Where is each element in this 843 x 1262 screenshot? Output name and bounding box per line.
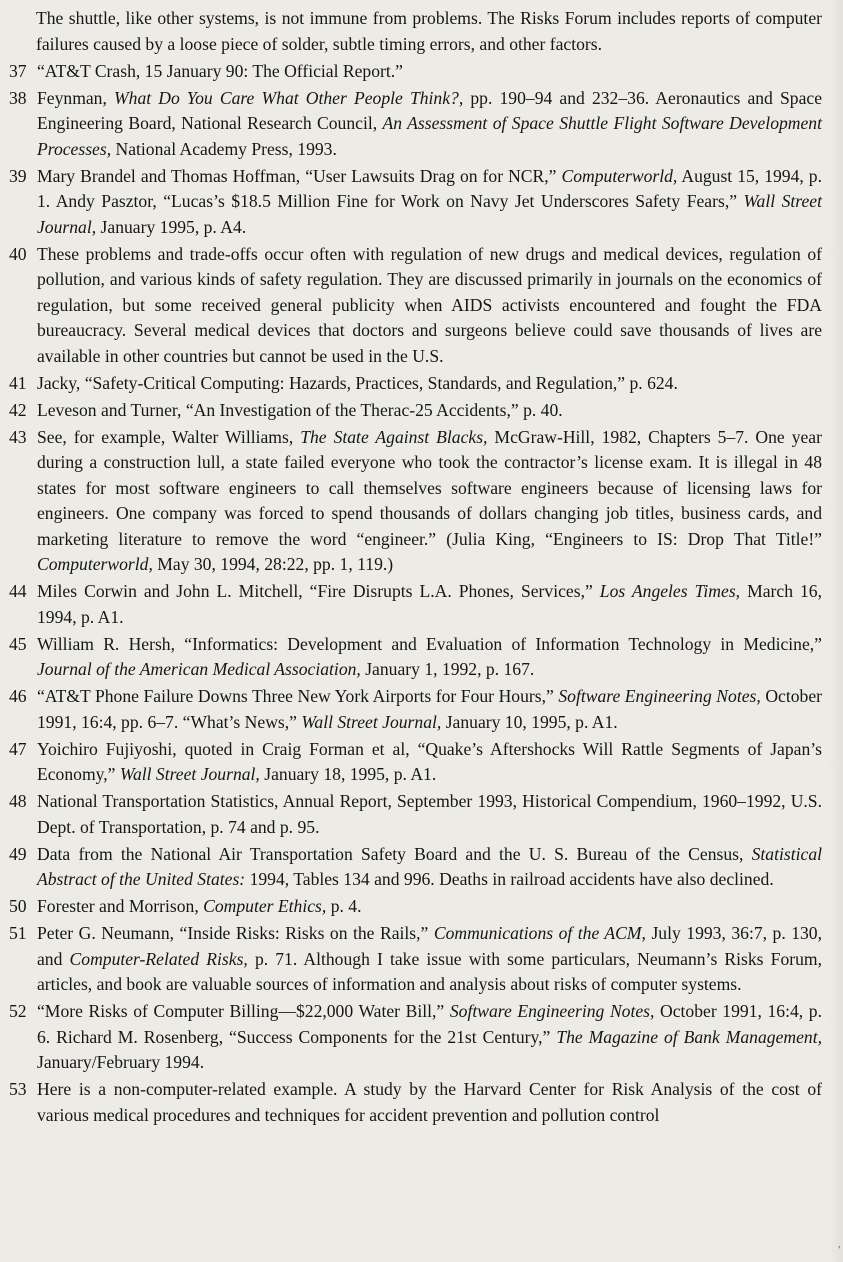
endnote-text [37, 686, 822, 732]
endnote-number: 45 [9, 633, 27, 654]
endnote-number: 43 [9, 426, 27, 447]
endnote-text-segment: Jacky, “Safety-Critical Computing: Hazards, Practices, Standards, and Regulation,” p. 624. [37, 372, 678, 393]
endnote-37 [0, 59, 822, 85]
citation-title: The State Against Blacks, [300, 426, 488, 447]
endnote-38 [0, 86, 822, 163]
endnote-number: 39 [9, 165, 27, 186]
citation-title: Communications of the ACM, [433, 923, 646, 943]
endnote-text-segment: January 18, 1995, p. A1. [259, 764, 437, 784]
endnote-39 [0, 164, 822, 241]
endnote-text [37, 61, 403, 81]
endnote-text-segment: “AT&T Phone Failure Downs Three New York Airports for Four Hours,” [37, 686, 559, 706]
endnote-text [37, 896, 361, 916]
endnote-text-segment: p. 4. [326, 896, 362, 916]
endnote-number: 51 [9, 923, 27, 943]
endnote-number: 42 [9, 399, 27, 420]
endnote-text-segment: “AT&T Crash, 15 January 90: The Official Report.” [37, 60, 403, 81]
endnote-text-segment: Peter G. Neumann, “Inside Risks: Risks on the Rails,” [37, 923, 434, 943]
endnote-text [37, 1079, 822, 1125]
endnote-text-segment: Data from the National Air Transportation Safety Board and the U. S. Bureau of the Census, [37, 843, 752, 864]
endnote-text-segment: October 1991, 16:4, p. 6. Richard M. Rosenberg, “Success Components for the 21st Century,” [37, 1001, 822, 1047]
citation-title: Software Engineering Notes, [558, 686, 761, 706]
endnote-46 [0, 684, 822, 735]
endnote-number: 48 [9, 791, 27, 811]
endnote-text [37, 739, 822, 785]
endnote-53 [0, 1077, 822, 1128]
endnote-text-segment: January 1995, p. A4. [96, 216, 247, 237]
endnote-text-segment: Yoichiro Fujiyoshi, quoted in Craig Forman et al, “Quake’s Aftershocks Will Rattle Segments of Japan’s Economy,” [37, 738, 822, 784]
endnote-45 [0, 632, 822, 683]
endnote-text-segment: These problems and trade-offs occur often with regulation of new drugs and medical devices, regulation of pollution, and various kinds of safety regulation. They are discussed primarily in journals on the economics of regulation, but some received general publicity when AIDS activists encountered and fought the FDA bureaucracy. Several medical devices that doctors and surgeons believe could save thousands of lives are available in other countries but cannot be used in the U.S. [37, 243, 822, 366]
citation-title: Software Engineering Notes, [449, 1001, 655, 1021]
endnote-text [37, 581, 822, 627]
endnote-47 [0, 737, 822, 788]
endnote-text-segment: January 1, 1992, p. 167. [360, 659, 535, 679]
note-continuation [0, 6, 822, 57]
endnote-41 [0, 371, 822, 397]
endnote-number: 50 [9, 896, 27, 916]
endnote-number: 38 [9, 87, 27, 108]
endnote-number: 46 [9, 686, 27, 706]
citation-title: The Magazine of Bank Management, [556, 1026, 822, 1047]
endnote-text-segment: See, for example, Walter Williams, [37, 426, 301, 447]
endnote-text-segment: March 16, 1994, p. A1. [37, 581, 822, 627]
continuation-text: The shuttle, like other systems, is not immune from problems. The Risks Forum includes reports of computer failures caused by a loose piece of solder, subtle timing errors, and other factors. [36, 8, 822, 54]
endnote-text-segment: Forester and Morrison, [37, 896, 204, 916]
citation-title: Journal of the American Medical Association, [37, 659, 361, 679]
endnote-text [37, 400, 563, 420]
endnote-51 [0, 921, 822, 998]
endnote-number: 40 [9, 243, 27, 264]
endnote-text-segment: August 15, 1994, p. 1. Andy Pasztor, “Lucas’s $18.5 Million Fine for Work on Navy Jet Underscores Safety Fears,” [37, 165, 822, 211]
endnote-text-segment: Mary Brandel and Thomas Hoffman, “User Lawsuits Drag on for NCR,” [37, 165, 562, 186]
endnote-text-segment: January/February 1994. [37, 1052, 205, 1072]
citation-title: Computerworld, [37, 554, 153, 574]
endnote-text-segment: McGraw-Hill, 1982, Chapters 5–7. One year during a construction lull, a state failed everyone who took the contractor’s license exam. It is illegal in 48 states for most software engineers to call themselves software engineers because of licensing laws for engineers. One company was forced to spend thousands of dollars changing job titles, business cards, and marketing literature to remove the word “engineer.” (Julia King, “Engineers to IS: Drop That Title!” [37, 426, 822, 549]
citation-title: Wall Street Journal, [301, 711, 442, 732]
endnote-number: 53 [9, 1079, 27, 1099]
endnote-42 [0, 398, 822, 424]
endnotes-list [0, 6, 822, 1128]
endnote-40 [0, 242, 822, 370]
citation-title: Computer Ethics, [203, 896, 327, 916]
endnote-text-segment: pp. 190–94 and 232–36. Aeronautics and Space Engineering Board, National Research Council, [37, 87, 823, 133]
citation-title: What Do You Care What Other People Think?, [114, 87, 464, 108]
citation-title: An Assessment of Space Shuttle Flight Software Development Processes, [37, 113, 822, 159]
citation-title: Los Angeles Times, [599, 581, 741, 601]
endnote-text [37, 923, 822, 994]
citation-title: Computerworld, [561, 165, 678, 186]
endnote-50 [0, 894, 822, 920]
endnote-text [37, 166, 822, 237]
endnote-text [37, 1001, 822, 1072]
endnote-text-segment: National Academy Press, 1993. [111, 138, 337, 159]
endnote-text [37, 791, 822, 837]
endnote-52 [0, 999, 822, 1076]
page-mark: ' [838, 1245, 840, 1256]
citation-title: Wall Street Journal, [37, 191, 822, 237]
endnote-text-segment: January 10, 1995, p. A1. [441, 711, 618, 732]
endnote-text [37, 634, 822, 680]
endnote-number: 49 [9, 843, 27, 864]
endnote-text-segment: Miles Corwin and John L. Mitchell, “Fire Disrupts L.A. Phones, Services,” [37, 581, 600, 601]
citation-title: Computer-Related Risks, [69, 948, 248, 969]
endnote-number: 41 [9, 372, 27, 393]
endnote-text-segment: October 1991, 16:4, pp. 6–7. “What’s News,” [37, 686, 822, 732]
endnote-text-segment: p. 71. Although I take issue with some particulars, Neumann’s Risks Forum, articles, and book are valuable sources of information and analysis about risks of computer systems. [37, 948, 822, 994]
endnote-text [37, 88, 822, 159]
endnote-text-segment: Here is a non-computer-related example. A study by the Harvard Center for Risk Analysis of the cost of various medical procedures and techniques for accident prevention and pollution control [37, 1079, 822, 1125]
endnote-text-segment: May 30, 1994, 28:22, pp. 1, 119.) [152, 554, 394, 574]
citation-title: Wall Street Journal, [119, 764, 260, 784]
endnote-text [37, 427, 822, 575]
endnote-number: 44 [9, 581, 27, 601]
endnote-number: 37 [9, 60, 27, 81]
endnote-text-segment: 1994, Tables 134 and 996. Deaths in railroad accidents have also declined. [245, 869, 774, 889]
endnote-48 [0, 789, 822, 840]
page-edge-shadow [829, 0, 843, 1262]
endnote-43 [0, 425, 822, 578]
endnote-text [37, 373, 678, 393]
endnote-text-segment: July 1993, 36:7, p. 130, and [37, 923, 822, 969]
endnote-44 [0, 579, 822, 630]
endnote-number: 47 [9, 738, 27, 759]
endnote-text [37, 844, 822, 890]
endnote-text-segment: Feynman, [37, 87, 115, 108]
endnote-number: 52 [9, 1001, 27, 1021]
endnote-text-segment: “More Risks of Computer Billing—$22,000 Water Bill,” [37, 1001, 450, 1021]
citation-title: Statistical Abstract of the United States: [37, 843, 822, 889]
endnote-text-segment: National Transportation Statistics, Annual Report, September 1993, Historical Compendium, 1960–1992, U.S. Dept. of Transportation, p. 74 and p. 95. [37, 791, 822, 837]
endnote-text-segment: Leveson and Turner, “An Investigation of the Therac-25 Accidents,” p. 40. [37, 399, 563, 420]
endnote-text-segment: William R. Hersh, “Informatics: Development and Evaluation of Information Technology in Medicine,” [37, 633, 822, 654]
endnote-text [37, 244, 822, 366]
endnote-49 [0, 842, 822, 893]
